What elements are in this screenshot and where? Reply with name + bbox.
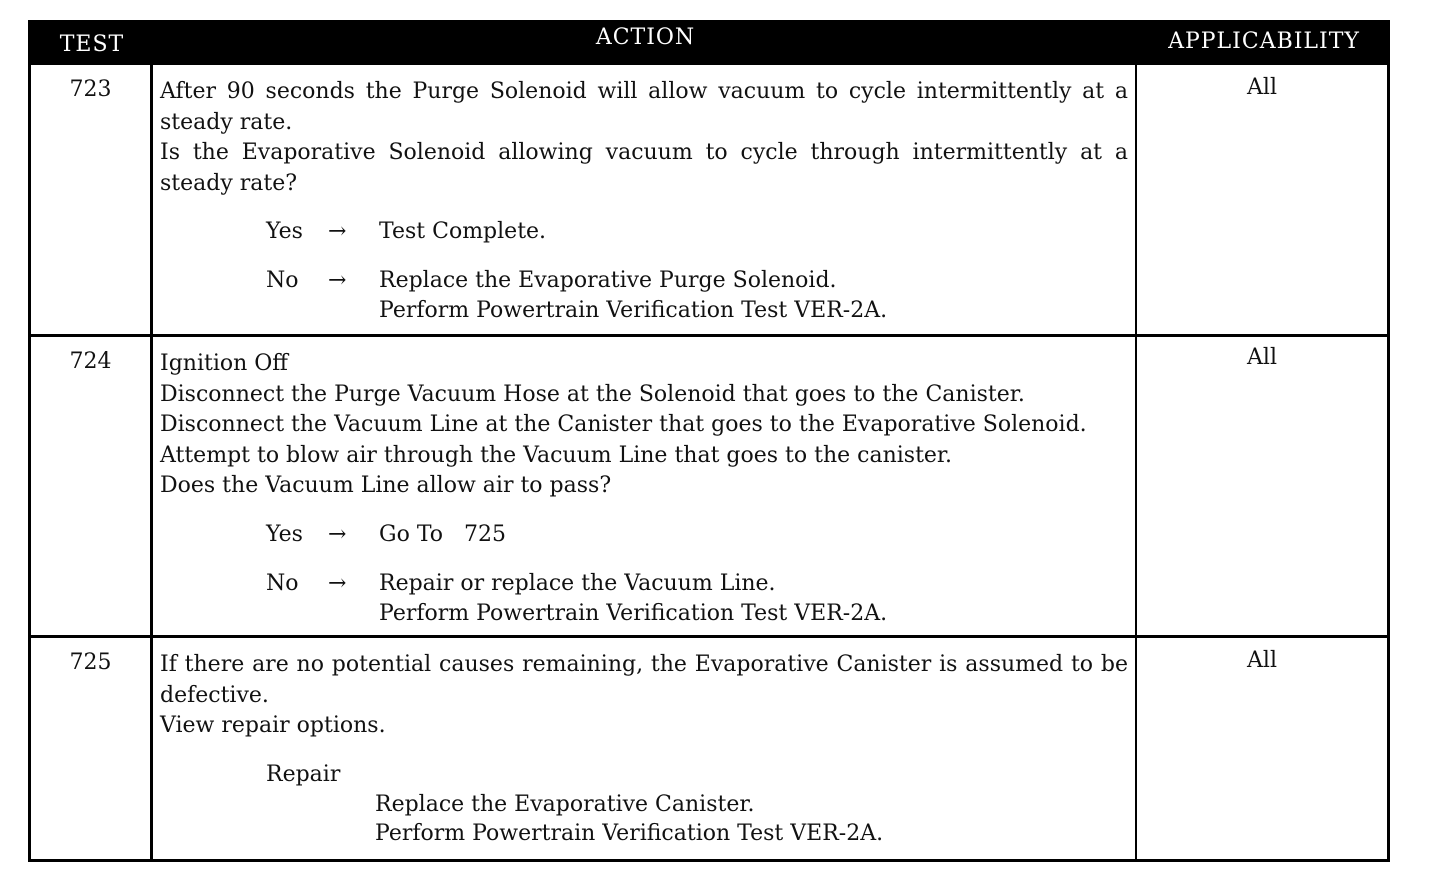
applicability-value: All [1247, 345, 1277, 370]
header-applicability: APPLICABILITY [1168, 29, 1360, 54]
no-branch [160, 569, 1128, 599]
action-paragraph: After 90 seconds the Purge Solenoid will allow vacuum to cycle intermittently at a steady rate. [160, 79, 1128, 135]
no-action-line-2: Perform Powertrain Verification Test VER-2A. [379, 298, 888, 323]
no-branch-continued [160, 599, 1128, 629]
applicability-value: All [1247, 75, 1277, 100]
yes-action: Go To 725 [379, 521, 506, 547]
action-cell [160, 77, 1128, 326]
yes-branch [160, 520, 1128, 550]
no-label: No [266, 570, 299, 596]
right-arrow-icon: → [328, 570, 347, 596]
action-line: Ignition Off [160, 351, 288, 376]
no-action-line-2: Perform Powertrain Verification Test VER-2A. [379, 600, 888, 626]
diagnostic-test-table [28, 20, 1390, 862]
repair-action-row [160, 790, 1128, 819]
action-line: Attempt to blow air through the Vacuum Line that goes to the canister. [160, 442, 953, 468]
header-test: TEST [59, 32, 125, 57]
action-cell [160, 349, 1128, 629]
action-line: Disconnect the Vacuum Line at the Canister that goes to the Evaporative Solenoid. [160, 412, 1087, 437]
no-branch [160, 266, 1128, 296]
action-question: Is the Evaporative Solenoid allowing vacuum to cycle through intermittently at a steady rate? [160, 140, 1128, 196]
yes-branch [160, 217, 1128, 247]
table-row-723 [31, 65, 1387, 334]
no-label: No [266, 268, 299, 293]
table-row-724 [31, 337, 1387, 635]
action-cell [160, 650, 1128, 848]
test-number: 723 [69, 77, 112, 102]
yes-action: Test Complete. [379, 219, 547, 244]
table-row-725 [31, 638, 1387, 860]
no-action-line-1: Repair or replace the Vacuum Line. [379, 570, 776, 596]
right-arrow-icon: → [328, 219, 347, 244]
repair-label-row [160, 760, 1128, 790]
repair-action-row [160, 819, 1128, 848]
action-line: View repair options. [160, 713, 386, 738]
header-action: ACTION [595, 25, 696, 50]
table-header [31, 23, 1387, 65]
no-branch-continued [160, 296, 1128, 326]
yes-label: Yes [266, 219, 303, 244]
action-line: Does the Vacuum Line allow air to pass? [160, 473, 612, 498]
no-action-line-1: Replace the Evaporative Purge Solenoid. [379, 268, 837, 293]
repair-label: Repair [266, 761, 341, 787]
repair-action-line-2: Perform Powertrain Verification Test VER-2A. [375, 820, 884, 846]
action-paragraph: If there are no potential causes remaining, the Evaporative Canister is assumed to be defective. [160, 652, 1128, 708]
applicability-value: All [1247, 648, 1277, 673]
yes-label: Yes [266, 521, 303, 547]
right-arrow-icon: → [328, 521, 347, 547]
test-number: 724 [69, 349, 112, 374]
action-line: Disconnect the Purge Vacuum Hose at the Solenoid that goes to the Canister. [160, 381, 1025, 407]
right-arrow-icon: → [328, 268, 347, 293]
repair-action-line-1: Replace the Evaporative Canister. [375, 791, 755, 817]
test-number: 725 [69, 650, 112, 675]
